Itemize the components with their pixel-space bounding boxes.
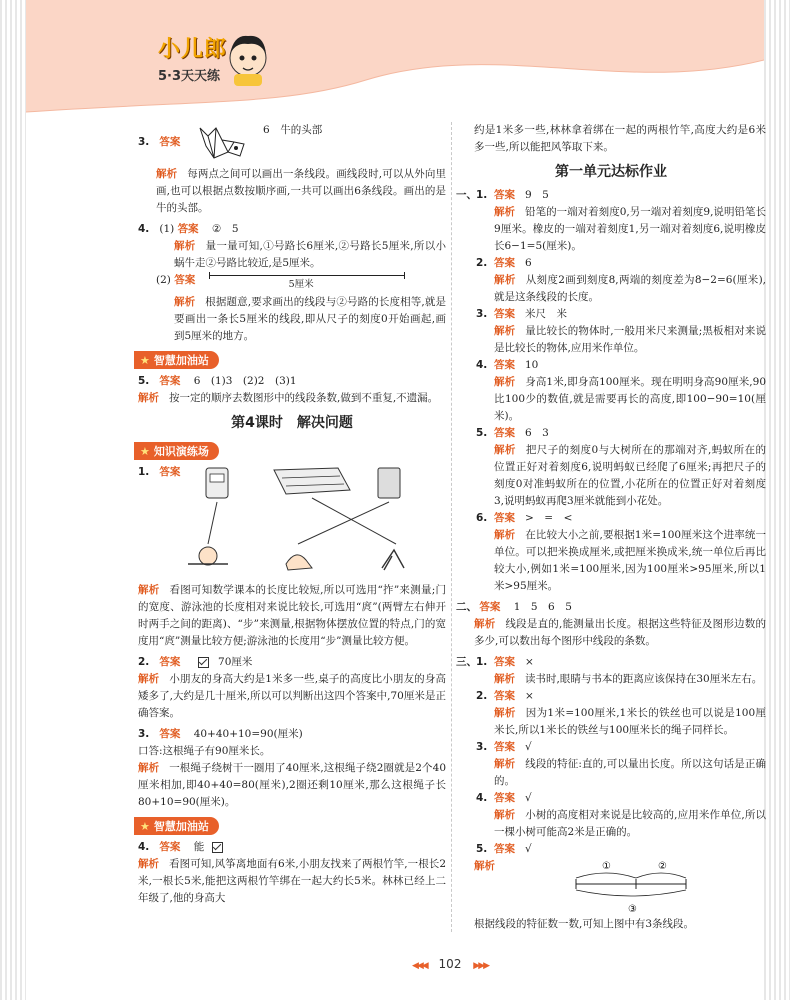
answer-text: 6 牛的头部 bbox=[263, 124, 323, 136]
p4-answer-row bbox=[138, 839, 446, 856]
hand-span-icon bbox=[286, 555, 312, 570]
question-number: 2. bbox=[476, 257, 488, 269]
star-icon: ★ bbox=[140, 819, 150, 833]
analysis-text: 因为1米=100厘米,1米长的铁丝也可以说是100厘米长,所以1米长的铁丝与100厘米长的绳子同样长。 bbox=[494, 707, 767, 736]
answer-text: 米尺 米 bbox=[525, 308, 567, 320]
analysis-tag: 解析 bbox=[494, 325, 516, 337]
answer-text: × bbox=[525, 656, 534, 668]
p3-answer-row bbox=[138, 726, 446, 743]
question-number: 2. bbox=[138, 656, 150, 668]
analysis-tag: 解析 bbox=[494, 707, 516, 719]
section-two-analysis bbox=[456, 616, 766, 650]
analysis-text: 身高1米,即身高100厘米。现在明明身高90厘米,90比100少的数值,就是需要再长的高度,即100−90=10(厘米)。 bbox=[494, 376, 767, 422]
answer-tag: 答案 bbox=[494, 427, 515, 439]
matching-diagram bbox=[178, 464, 408, 578]
p2-analysis bbox=[138, 671, 446, 722]
question-number: 3. bbox=[138, 136, 150, 148]
answer-text: × bbox=[525, 690, 534, 702]
analysis-text: 从刻度2画到刻度8,两端的刻度差为8−2=6(厘米),就是这条线段的长度。 bbox=[494, 274, 766, 303]
child-arms-icon bbox=[199, 547, 217, 565]
analysis-text: 量一量可知,①号路长6厘米,②号路长5厘米,所以小蜗牛走②号路比较近,是5厘米。 bbox=[174, 240, 447, 269]
page-header bbox=[26, 0, 764, 120]
question-number: 1. bbox=[476, 189, 488, 201]
answer-tag: 答案 bbox=[494, 656, 515, 668]
q4-part1-row bbox=[138, 221, 446, 238]
checked-box-icon bbox=[212, 842, 223, 853]
answer-text: 6 bbox=[525, 257, 532, 269]
analysis-tag: 解析 bbox=[138, 392, 159, 404]
question-analysis bbox=[456, 807, 766, 841]
analysis-text: 线段是直的,能测量出长度。根据这些特征及图形边数的多少,可以数出每个图形中线段的条数。 bbox=[474, 618, 766, 647]
analysis-tag: 解析 bbox=[474, 618, 496, 630]
question-answer-row bbox=[456, 306, 766, 323]
answer-text: 能 bbox=[193, 841, 205, 853]
question-number: 1. bbox=[138, 466, 150, 478]
q4-analysis1 bbox=[138, 238, 446, 272]
question-analysis bbox=[456, 272, 766, 306]
brace-top-right bbox=[636, 873, 686, 878]
question-number: 4. bbox=[476, 359, 488, 371]
q4-analysis2 bbox=[138, 294, 446, 345]
section-three bbox=[456, 654, 766, 933]
book-icon bbox=[378, 468, 400, 498]
question-number: 1. bbox=[476, 656, 488, 668]
p1-analysis bbox=[138, 582, 446, 650]
question-analysis bbox=[456, 442, 766, 510]
right-sidebar-stripes bbox=[764, 0, 790, 1000]
analysis-tag: 解析 bbox=[494, 673, 515, 685]
analysis-text: 把尺子的刻度0与大树所在的那端对齐,蚂蚁所在的位置正好对着刻度6,说明蚂蚁已经爬了6厘米;再把尺子的刻度0对准蚂蚁所在的位置,小花所在的位置正好对着刻度3,说明蚂蚁再爬3厘米就能到小花处。 bbox=[494, 444, 766, 507]
analysis-text: 看图可知,风筝离地面有6米,小朋友找来了两根竹竿,一根长2米,一根长5米,能把这两根竹竿绑在一起大约长5米。林林已经上二年级了,他的身高大 bbox=[138, 858, 446, 904]
boy-mascot-icon bbox=[224, 28, 272, 88]
page-footer bbox=[395, 957, 505, 971]
question-answer-row bbox=[456, 255, 766, 272]
question-number: 5. bbox=[476, 843, 488, 855]
p3-oral-answer: 口答:这根绳子有90厘米长。 bbox=[138, 745, 271, 757]
segment-diagram bbox=[456, 858, 766, 916]
analysis-text: 小树的高度相对来说是比较高的,应用米作单位,所以一棵小树可能高2米是正确的。 bbox=[494, 809, 766, 838]
analysis-tag: 解析 bbox=[494, 206, 516, 218]
left-column bbox=[138, 122, 446, 907]
question-number: 4. bbox=[476, 792, 488, 804]
question-answer-row bbox=[456, 841, 766, 858]
star-icon: ★ bbox=[140, 353, 150, 367]
analysis-tag: 解析 bbox=[494, 444, 516, 456]
question-number: 5. bbox=[476, 427, 488, 439]
banner-label: 智慧加油站 bbox=[153, 353, 209, 367]
answer-text: 9 5 bbox=[525, 189, 549, 201]
p1-answer-row bbox=[138, 464, 446, 582]
p4-analysis bbox=[138, 856, 446, 907]
answer-text: ② 5 bbox=[211, 223, 239, 235]
brace-top-left bbox=[576, 873, 636, 878]
q5-answer-row bbox=[138, 373, 446, 390]
answer-text: 70厘米 bbox=[218, 656, 253, 668]
prev-arrows-icon: ◀◀◀ bbox=[411, 961, 427, 971]
part-label: (1) bbox=[159, 223, 175, 235]
analysis-text: 在比较大小之前,要根据1米=100厘米这个进率统一单位。可以把米换成厘米,或把厘米换成米,统一单位后再比较大小,例如1米=100厘米,因为100厘米>95厘米,所以1米>95厘米。 bbox=[494, 529, 767, 592]
answer-tag: 答案 bbox=[174, 274, 196, 286]
question-analysis bbox=[456, 527, 766, 595]
answer-tag: 答案 bbox=[479, 601, 501, 613]
answer-tag: 答案 bbox=[159, 375, 181, 387]
answer-tag: 答案 bbox=[494, 189, 515, 201]
p4-continued-text: 约是1米多一些,林林拿着绑在一起的两根竹竿,高度大约是6米多一些,所以能把风筝取下来。 bbox=[474, 124, 766, 153]
question-number: 3. bbox=[476, 308, 488, 320]
question-answer-row bbox=[456, 425, 766, 442]
analysis-tag: 解析 bbox=[474, 860, 495, 872]
answer-tag: 答案 bbox=[494, 359, 515, 371]
banner-label: 智慧加油站 bbox=[153, 819, 209, 833]
analysis-tag: 解析 bbox=[138, 584, 160, 596]
analysis-text: 看图可知数学课本的长度比较短,所以可选用“拃”来测量;门的宽度、游泳池的长度相对来说比较长,可选用“庹”(两臂左右伸开时两手之间的距离)、“步”来测量,根据物体摆放位置的特点,门的宽度用“庹”测量比较方便;游泳池的长度用“步”测量比较方便。 bbox=[138, 584, 446, 647]
section-one bbox=[456, 187, 766, 595]
pool-icon bbox=[274, 468, 350, 494]
answer-tag: 答案 bbox=[494, 792, 515, 804]
analysis-tag: 解析 bbox=[174, 296, 196, 308]
question-analysis bbox=[456, 756, 766, 790]
answer-text: 6 3 bbox=[525, 427, 549, 439]
analysis-text: 线段的特征:直的,可以量出长度。所以这句话是正确的。 bbox=[494, 758, 766, 787]
brace-bottom bbox=[576, 890, 686, 896]
question-analysis bbox=[456, 204, 766, 255]
analysis-text: 读书时,眼睛与书本的距离应该保持在30厘米左右。 bbox=[525, 673, 763, 685]
answer-text: 10 bbox=[525, 359, 539, 371]
unit-title: 第一单元达标作业 bbox=[555, 164, 667, 180]
question-answer-row bbox=[456, 187, 766, 204]
question-analysis bbox=[456, 323, 766, 357]
section-number: 一、 bbox=[456, 189, 477, 201]
logo-title: 小儿郎 bbox=[158, 37, 228, 62]
analysis-text: 量比较长的物体时,一般用米尺来测量;黑板相对来说是比较长的物体,应用米作单位。 bbox=[494, 325, 766, 354]
question-number: 5. bbox=[138, 375, 150, 387]
answer-tag: 答案 bbox=[159, 728, 181, 740]
question-answer-row bbox=[456, 790, 766, 807]
answer-tag: 答案 bbox=[159, 841, 181, 853]
question-answer-row bbox=[456, 688, 766, 705]
question-analysis bbox=[456, 705, 766, 739]
answer-text: √ bbox=[525, 741, 532, 753]
right-column bbox=[456, 122, 766, 933]
answer-tag: 答案 bbox=[159, 466, 181, 478]
lesson-title: 第4课时 解决问题 bbox=[231, 415, 353, 431]
page-number: 102 bbox=[438, 957, 462, 971]
header-background bbox=[26, 0, 764, 120]
analysis-tag: 解析 bbox=[494, 758, 516, 770]
q5-analysis bbox=[138, 390, 446, 407]
p3-analysis bbox=[138, 760, 446, 811]
answer-text: 40+40+10=90(厘米) bbox=[193, 728, 303, 740]
analysis-tag: 解析 bbox=[494, 376, 516, 388]
answer-tag: 答案 bbox=[159, 136, 181, 148]
analysis-tag: 解析 bbox=[138, 858, 160, 870]
logo-subtitle: 5·3天天练 bbox=[158, 69, 221, 84]
three-segments-diagram bbox=[566, 858, 696, 914]
column-divider bbox=[451, 122, 452, 932]
question-number: 2. bbox=[476, 690, 488, 702]
answer-text: √ bbox=[525, 843, 532, 855]
cow-head-icon bbox=[194, 122, 250, 162]
door-icon bbox=[206, 468, 228, 498]
segment-number-label: ② bbox=[658, 861, 667, 872]
answer-text: 6 (1)3 (2)2 (3)1 bbox=[193, 375, 297, 387]
analysis-tag: 解析 bbox=[156, 168, 178, 180]
question-analysis bbox=[456, 671, 766, 688]
next-arrows-icon: ▶▶▶ bbox=[473, 961, 489, 971]
section-number: 三、 bbox=[456, 656, 477, 668]
section-number: 二、 bbox=[456, 601, 477, 613]
question-number: 6. bbox=[476, 512, 488, 524]
answer-tag: 答案 bbox=[494, 690, 515, 702]
q3-answer-row bbox=[138, 122, 446, 162]
analysis-tag: 解析 bbox=[494, 809, 516, 821]
checked-box-icon bbox=[198, 657, 209, 668]
question-number: 3. bbox=[476, 741, 488, 753]
section-banner bbox=[134, 351, 219, 369]
question-answer-row bbox=[456, 357, 766, 374]
answer-tag: 答案 bbox=[494, 512, 515, 524]
analysis-tag: 解析 bbox=[174, 240, 196, 252]
p2-answer-row bbox=[138, 654, 446, 671]
analysis-text: 按一定的顺序去数图形中的线段条数,做到不重复,不遗漏。 bbox=[169, 392, 439, 404]
section-banner bbox=[134, 442, 219, 460]
answer-text: > = < bbox=[525, 512, 573, 524]
star-icon: ★ bbox=[140, 444, 150, 458]
q4-part2-row bbox=[138, 272, 446, 294]
answer-tag: 答案 bbox=[494, 741, 515, 753]
part-label: (2) bbox=[156, 274, 171, 286]
question-answer-row bbox=[456, 739, 766, 756]
section-banner bbox=[134, 817, 219, 835]
analysis-text: 根据题意,要求画出的线段与②号路的长度相等,就是要画出一条长5厘米的线段,即从尺子的刻度0开始画起,画到5厘米的地方。 bbox=[174, 296, 446, 342]
answer-text: √ bbox=[525, 792, 532, 804]
analysis-text: 小朋友的身高大约是1米多一些,桌子的高度比小朋友的身高矮多了,大约是几十厘米,所以可以判断出这四个答案中,70厘米是正确答案。 bbox=[138, 673, 446, 719]
analysis-text: 一根绳子绕树干一圈用了40厘米,这根绳子绕2圈就是2个40厘米相加,即40+40=80(厘米),2圈还剩10厘米,那么这根绳子长80+10=90(厘米)。 bbox=[138, 762, 447, 808]
question-answer-row bbox=[456, 510, 766, 527]
q3-analysis bbox=[138, 166, 446, 217]
question-answer-row bbox=[456, 654, 766, 671]
line-segment-drawing bbox=[209, 272, 405, 290]
question-number: 4. bbox=[138, 223, 150, 235]
analysis-tag: 解析 bbox=[494, 274, 516, 286]
segment-number-label: ③ bbox=[628, 904, 637, 914]
analysis-tag: 解析 bbox=[138, 673, 160, 685]
analysis-text: 根据线段的特征数一数,可知上图中有3条线段。 bbox=[474, 918, 695, 930]
banner-label: 知识演练场 bbox=[153, 444, 209, 458]
left-sidebar-stripes bbox=[0, 0, 26, 1000]
question-number: 4. bbox=[138, 841, 150, 853]
segment-number-label: ① bbox=[602, 861, 611, 872]
answer-tag: 答案 bbox=[494, 843, 515, 855]
analysis-tag: 解析 bbox=[138, 762, 160, 774]
analysis-text: 每两点之间可以画出一条线段。画线段时,可以从外向里画,也可以根据点数按顺序画,一共可以画出6条线段。画出的是牛的头部。 bbox=[156, 168, 446, 214]
section-two-answer-row bbox=[456, 599, 766, 616]
brand-logo bbox=[158, 32, 227, 84]
question-number: 3. bbox=[138, 728, 150, 740]
segment-label: 5厘米 bbox=[288, 279, 314, 290]
analysis-text: 铅笔的一端对着刻度0,另一端对着刻度9,说明铅笔长9厘米。橡皮的一端对着刻度1,另一端对着刻度6,说明橡皮长6−1=5(厘米)。 bbox=[494, 206, 766, 252]
answer-tag: 答案 bbox=[494, 257, 515, 269]
walking-legs-icon bbox=[382, 550, 404, 570]
answer-tag: 答案 bbox=[494, 308, 515, 320]
analysis-tag: 解析 bbox=[494, 529, 516, 541]
question-analysis bbox=[456, 374, 766, 425]
segment-endpoint bbox=[209, 272, 210, 279]
segment-endpoint bbox=[404, 272, 405, 279]
answer-tag: 答案 bbox=[159, 656, 181, 668]
answer-text: 1 5 6 5 bbox=[513, 601, 572, 613]
answer-tag: 答案 bbox=[177, 223, 199, 235]
